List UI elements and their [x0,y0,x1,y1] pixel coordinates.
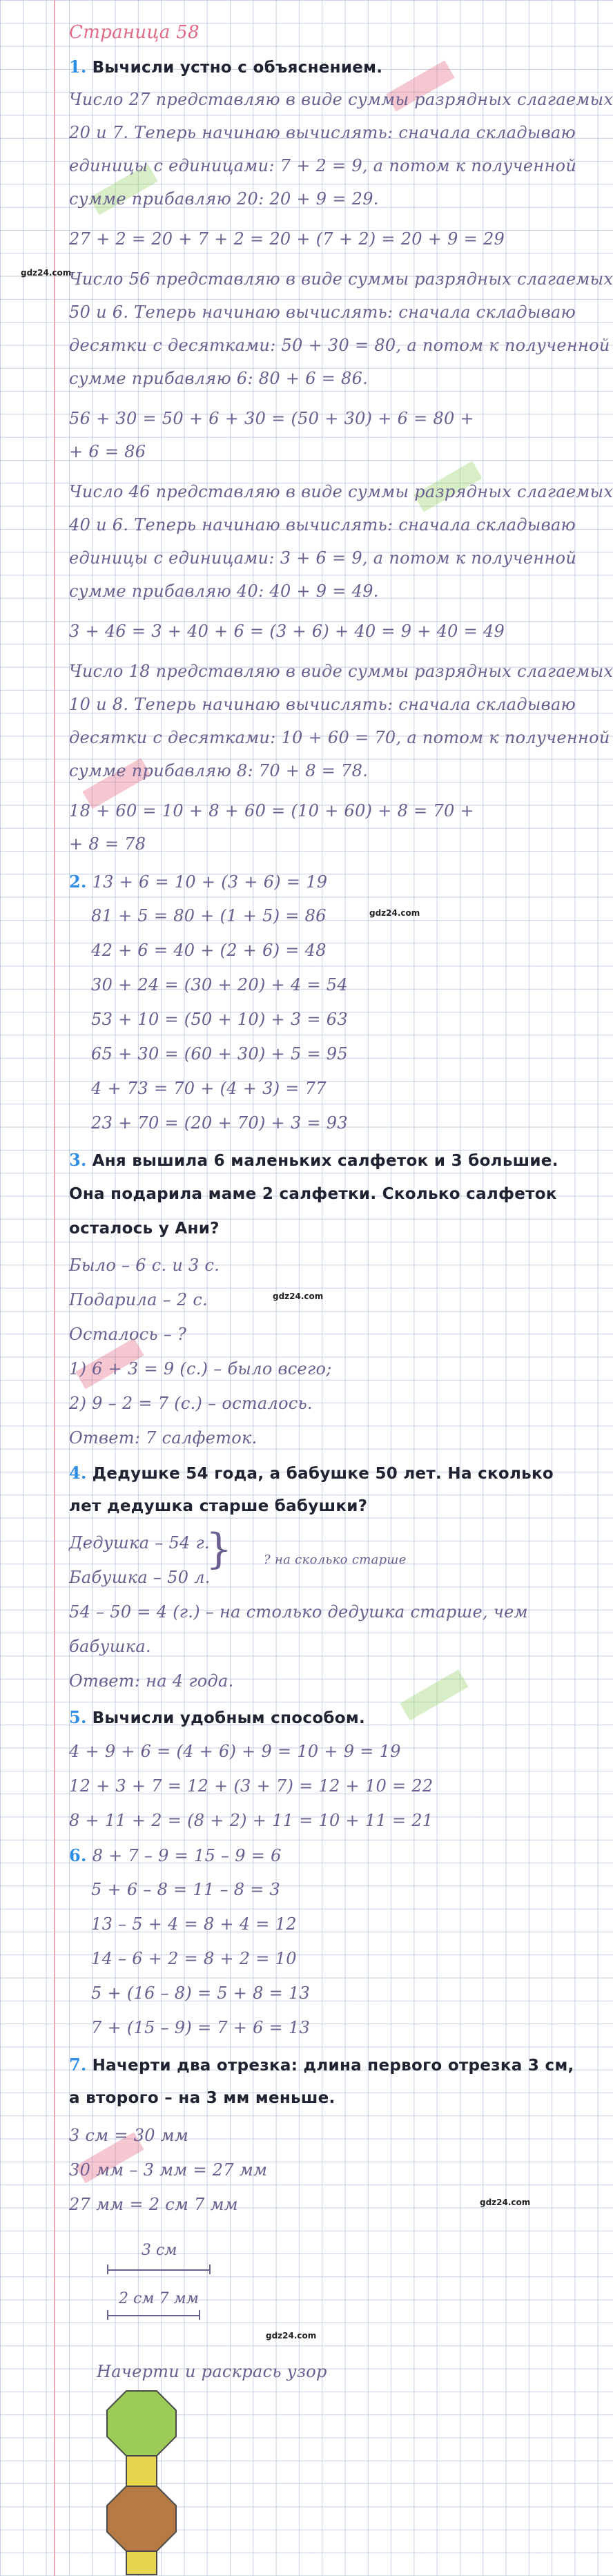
page-title: Страница 58 [69,22,200,43]
task7-text: а второго – на 3 мм меньше. [69,2089,335,2107]
task1-line: единицы с единицами: 3 + 6 = 9, а потом к полученной [69,548,577,568]
task6-line: 13 – 5 + 4 = 8 + 4 = 12 [91,1914,297,1934]
task1-line: 40 и 6. Теперь начинаю вычислять: сначала складываю [69,515,576,535]
task5-number: 5. [69,1707,87,1727]
task7-line: 27 мм = 2 см 7 мм [69,2195,238,2214]
task1-text: Вычисли устно с объяснением. [92,59,383,77]
task1-line: 56 + 30 = 50 + 6 + 30 = (50 + 30) + 6 = 80 + [69,409,474,428]
task4-text: Дедушке 54 года, а бабушке 50 лет. На сколько [92,1465,554,1483]
task1-number: 1. [69,57,87,77]
task1-line: + 8 = 78 [69,834,146,854]
task2-line: 30 + 24 = (30 + 20) + 4 = 54 [91,975,348,994]
segment2-label: 2 см 7 мм [119,2290,200,2307]
task6-line: 8 + 7 – 9 = 15 – 9 = 6 [92,1846,282,1865]
segment2 [107,2315,200,2316]
segment2-start-tick [107,2310,108,2320]
brace-icon: } [206,1525,233,1573]
task1-line: Число 18 представляю в виде суммы разрядных слагаемых [69,662,613,681]
task3-line: Ответ: 7 салфеток. [69,1428,257,1448]
task4-header [69,1463,554,1483]
watermark: gdz24.com [266,2331,317,2340]
task5-line: 4 + 9 + 6 = (4 + 6) + 9 = 10 + 9 = 19 [69,1742,401,1761]
task5-header [69,1707,365,1727]
task2-line: 13 + 6 = 10 + (3 + 6) = 19 [92,872,328,892]
watermark: gdz24.com [480,2198,531,2207]
task3-line: Осталось – ? [69,1325,187,1344]
task1-line: 18 + 60 = 10 + 8 + 60 = (10 + 60) + 8 = 70 + [69,801,474,820]
task1-line: сумме прибавляю 8: 70 + 8 = 78. [69,761,369,780]
task1-line: десятки с десятками: 10 + 60 = 70, а потом к полученной [69,728,610,747]
task1-line: + 6 = 86 [69,442,146,461]
task6-line: 14 – 6 + 2 = 8 + 2 = 10 [91,1949,297,1968]
task3-line: 1) 6 + 3 = 9 (с.) – было всего; [69,1359,332,1378]
task4-line: 54 – 50 = 4 (г.) – на столько дедушка старше, чем [69,1602,528,1622]
task1-line: 20 и 7. Теперь начинаю вычислять: сначала складываю [69,123,576,142]
task3-text: Аня вышила 6 маленьких салфеток и 3 большие. [92,1152,558,1170]
margin-line [54,0,55,2576]
task4-note: ? на сколько старше [264,1553,407,1567]
segment1 [107,2269,211,2271]
task2-line: 4 + 73 = 70 + (4 + 3) = 77 [91,1079,327,1098]
task1-line: Число 27 представляю в виде суммы разрядных слагаемых [69,90,613,109]
task1-line: сумме прибавляю 6: 80 + 6 = 86. [69,369,369,388]
task4-short: Дедушка – 54 г. [69,1533,210,1553]
task1-line: Число 46 представляю в виде суммы разрядных слагаемых [69,482,613,501]
task7-line: 30 мм – 3 мм = 27 мм [69,2160,268,2180]
task5-line: 8 + 11 + 2 = (8 + 2) + 11 = 10 + 11 = 21 [69,1811,434,1830]
task7-number: 7. [69,2055,87,2075]
task2-number: 2. [69,872,87,892]
task6-line: 5 + 6 – 8 = 11 – 8 = 3 [91,1880,281,1899]
task7-text: Начерти два отрезка: длина первого отрезка 3 см, [92,2057,574,2075]
task4-line: бабушка. [69,1637,151,1656]
task3-header [69,1150,558,1170]
pattern-octagon-brown [107,2486,176,2551]
task3-line: 2) 9 – 2 = 7 (с.) – осталось. [69,1394,313,1413]
task3-line: Было – 6 с. и 3 с. [69,1256,220,1275]
watermark: gdz24.com [369,908,420,918]
task1-line: Число 56 представляю в виде суммы разрядных слагаемых [69,269,613,289]
task1-line: единицы с единицами: 7 + 2 = 9, а потом к полученной [69,156,577,175]
task6-line: 5 + (16 – 8) = 5 + 8 = 13 [91,1983,311,2003]
task2-line: 23 + 70 = (20 + 70) + 3 = 93 [91,1113,348,1133]
task3-number: 3. [69,1150,87,1170]
segment1-start-tick [107,2265,108,2274]
task5-line: 12 + 3 + 7 = 12 + (3 + 7) = 12 + 10 = 22 [69,1776,434,1796]
task2-row [69,872,327,892]
task3-line: Подарила – 2 с. [69,1290,208,1309]
pattern-square-yellow [126,2456,157,2486]
segment1-label: 3 см [142,2242,177,2259]
watermark-stamp [400,1670,468,1721]
pattern-square-yellow [126,2551,157,2575]
pattern-drawing [104,2390,179,2575]
task1-line: сумме прибавляю 40: 40 + 9 = 49. [69,581,379,601]
task7-line: 3 см = 30 мм [69,2126,189,2145]
task4-text: лет дедушка старше бабушки? [69,1497,368,1515]
task2-line: 53 + 10 = (50 + 10) + 3 = 63 [91,1010,348,1029]
segment2-end-tick [199,2310,200,2320]
segment1-end-tick [209,2265,211,2274]
task3-text: осталось у Ани? [69,1220,220,1238]
task6-row [69,1845,282,1865]
task1-line: 50 и 6. Теперь начинаю вычислять: сначала складываю [69,302,576,322]
watermark: gdz24.com [273,1291,324,1301]
task5-text: Вычисли удобным способом. [92,1709,366,1727]
task1-header [69,57,382,77]
watermark: gdz24.com [21,268,72,278]
task3-text: Она подарила маме 2 салфетки. Сколько салфеток [69,1185,557,1203]
pattern-caption: Начерти и раскрась узор [97,2362,327,2381]
task4-number: 4. [69,1463,87,1483]
task4-short: Бабушка – 50 л. [69,1568,211,1587]
task2-line: 42 + 6 = 40 + (2 + 6) = 48 [91,941,327,960]
task1-line: десятки с десятками: 50 + 30 = 80, а потом к полученной [69,336,610,355]
task4-line: Ответ: на 4 года. [69,1671,234,1691]
task2-line: 65 + 30 = (60 + 30) + 5 = 95 [91,1044,348,1064]
task6-line: 7 + (15 – 9) = 7 + 6 = 13 [91,2018,311,2037]
task1-line: 10 и 8. Теперь начинаю вычислять: сначала складываю [69,695,576,714]
task6-number: 6. [69,1845,87,1865]
task7-header [69,2055,574,2075]
pattern-octagon-green [107,2391,176,2456]
task1-line: 27 + 2 = 20 + 7 + 2 = 20 + (7 + 2) = 20 + 9 = 29 [69,229,505,249]
task2-line: 81 + 5 = 80 + (1 + 5) = 86 [91,906,327,925]
task1-line: сумме прибавляю 20: 20 + 9 = 29. [69,189,379,209]
task1-line: 3 + 46 = 3 + 40 + 6 = (3 + 6) + 40 = 9 + 40 = 49 [69,622,505,641]
